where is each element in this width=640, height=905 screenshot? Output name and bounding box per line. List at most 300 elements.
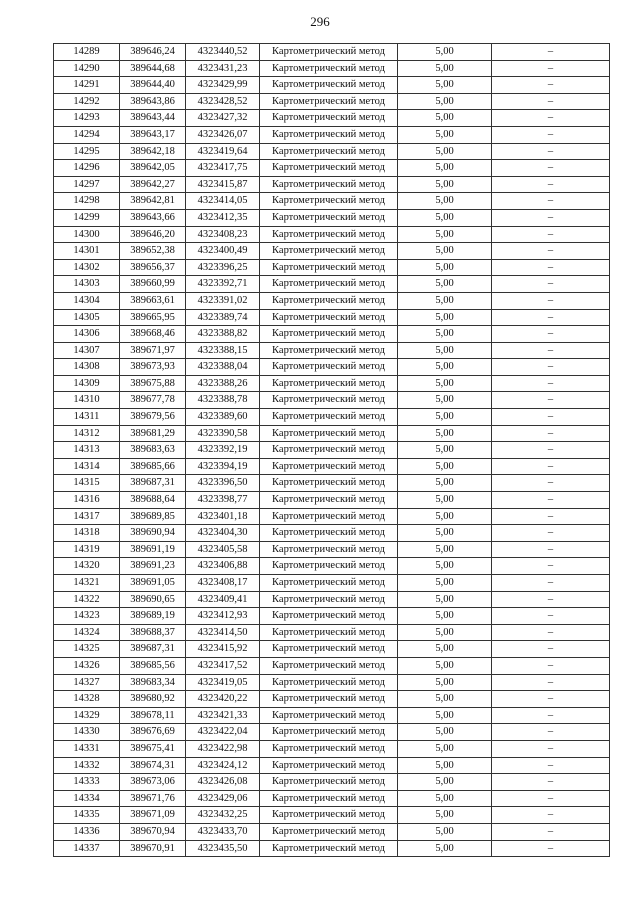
error-cell: 5,00 — [398, 243, 492, 260]
error-cell: 5,00 — [398, 359, 492, 376]
table-row — [54, 608, 610, 625]
note-cell: – — [492, 375, 610, 392]
method-cell: Картометрический метод — [260, 292, 398, 309]
note-cell: – — [492, 691, 610, 708]
y-coordinate-cell: 4323388,26 — [186, 375, 260, 392]
method-cell: Картометрический метод — [260, 575, 398, 592]
method-cell: Картометрический метод — [260, 77, 398, 94]
note-cell: – — [492, 409, 610, 426]
method-cell: Картометрический метод — [260, 193, 398, 210]
point-number-cell: 14311 — [54, 409, 120, 426]
y-coordinate-cell: 4323412,93 — [186, 608, 260, 625]
note-cell: – — [492, 508, 610, 525]
table-row — [54, 774, 610, 791]
x-coordinate-cell: 389642,81 — [120, 193, 186, 210]
note-cell: – — [492, 193, 610, 210]
y-coordinate-cell: 4323426,08 — [186, 774, 260, 791]
method-cell: Картометрический метод — [260, 110, 398, 127]
point-number-cell: 14321 — [54, 575, 120, 592]
table-row — [54, 226, 610, 243]
method-cell: Картометрический метод — [260, 392, 398, 409]
note-cell: – — [492, 342, 610, 359]
table-row — [54, 525, 610, 542]
x-coordinate-cell: 389683,34 — [120, 674, 186, 691]
table-row — [54, 276, 610, 293]
error-cell: 5,00 — [398, 77, 492, 94]
point-number-cell: 14330 — [54, 724, 120, 741]
point-number-cell: 14335 — [54, 807, 120, 824]
y-coordinate-cell: 4323422,98 — [186, 740, 260, 757]
x-coordinate-cell: 389665,95 — [120, 309, 186, 326]
note-cell: – — [492, 209, 610, 226]
y-coordinate-cell: 4323406,88 — [186, 558, 260, 575]
x-coordinate-cell: 389643,66 — [120, 209, 186, 226]
point-number-cell: 14305 — [54, 309, 120, 326]
error-cell: 5,00 — [398, 409, 492, 426]
error-cell: 5,00 — [398, 375, 492, 392]
error-cell: 5,00 — [398, 259, 492, 276]
table-row — [54, 757, 610, 774]
point-number-cell: 14336 — [54, 823, 120, 840]
y-coordinate-cell: 4323419,05 — [186, 674, 260, 691]
x-coordinate-cell: 389671,76 — [120, 790, 186, 807]
y-coordinate-cell: 4323415,92 — [186, 641, 260, 658]
point-number-cell: 14301 — [54, 243, 120, 260]
table-row — [54, 657, 610, 674]
method-cell: Картометрический метод — [260, 492, 398, 509]
x-coordinate-cell: 389643,17 — [120, 126, 186, 143]
x-coordinate-cell: 389663,61 — [120, 292, 186, 309]
note-cell: – — [492, 608, 610, 625]
error-cell: 5,00 — [398, 774, 492, 791]
error-cell: 5,00 — [398, 740, 492, 757]
error-cell: 5,00 — [398, 541, 492, 558]
note-cell: – — [492, 160, 610, 177]
table-row — [54, 77, 610, 94]
table-row — [54, 724, 610, 741]
note-cell: – — [492, 475, 610, 492]
y-coordinate-cell: 4323388,78 — [186, 392, 260, 409]
y-coordinate-cell: 4323427,32 — [186, 110, 260, 127]
y-coordinate-cell: 4323404,30 — [186, 525, 260, 542]
method-cell: Картометрический метод — [260, 93, 398, 110]
point-number-cell: 14299 — [54, 209, 120, 226]
method-cell: Картометрический метод — [260, 209, 398, 226]
x-coordinate-cell: 389688,37 — [120, 624, 186, 641]
method-cell: Картометрический метод — [260, 276, 398, 293]
error-cell: 5,00 — [398, 44, 492, 61]
table-row — [54, 691, 610, 708]
note-cell: – — [492, 176, 610, 193]
note-cell: – — [492, 541, 610, 558]
y-coordinate-cell: 4323392,71 — [186, 276, 260, 293]
table-row — [54, 508, 610, 525]
table-row — [54, 392, 610, 409]
point-number-cell: 14317 — [54, 508, 120, 525]
x-coordinate-cell: 389643,44 — [120, 110, 186, 127]
x-coordinate-cell: 389642,05 — [120, 160, 186, 177]
point-number-cell: 14333 — [54, 774, 120, 791]
table-row — [54, 740, 610, 757]
y-coordinate-cell: 4323388,15 — [186, 342, 260, 359]
point-number-cell: 14332 — [54, 757, 120, 774]
note-cell: – — [492, 458, 610, 475]
x-coordinate-cell: 389652,38 — [120, 243, 186, 260]
note-cell: – — [492, 757, 610, 774]
error-cell: 5,00 — [398, 724, 492, 741]
table-row — [54, 193, 610, 210]
method-cell: Картометрический метод — [260, 541, 398, 558]
point-number-cell: 14308 — [54, 359, 120, 376]
point-number-cell: 14292 — [54, 93, 120, 110]
table-row — [54, 359, 610, 376]
y-coordinate-cell: 4323432,25 — [186, 807, 260, 824]
method-cell: Картометрический метод — [260, 807, 398, 824]
note-cell: – — [492, 492, 610, 509]
point-number-cell: 14327 — [54, 674, 120, 691]
method-cell: Картометрический метод — [260, 558, 398, 575]
y-coordinate-cell: 4323414,05 — [186, 193, 260, 210]
table-row — [54, 475, 610, 492]
error-cell: 5,00 — [398, 641, 492, 658]
error-cell: 5,00 — [398, 326, 492, 343]
x-coordinate-cell: 389673,06 — [120, 774, 186, 791]
method-cell: Картометрический метод — [260, 375, 398, 392]
x-coordinate-cell: 389643,86 — [120, 93, 186, 110]
method-cell: Картометрический метод — [260, 60, 398, 77]
table-row — [54, 60, 610, 77]
y-coordinate-cell: 4323417,52 — [186, 657, 260, 674]
table-row — [54, 259, 610, 276]
error-cell: 5,00 — [398, 143, 492, 160]
point-number-cell: 14302 — [54, 259, 120, 276]
method-cell: Картометрический метод — [260, 525, 398, 542]
note-cell: – — [492, 575, 610, 592]
note-cell: – — [492, 292, 610, 309]
y-coordinate-cell: 4323415,87 — [186, 176, 260, 193]
error-cell: 5,00 — [398, 475, 492, 492]
note-cell: – — [492, 110, 610, 127]
x-coordinate-cell: 389642,18 — [120, 143, 186, 160]
table-row — [54, 840, 610, 857]
method-cell: Картометрический метод — [260, 608, 398, 625]
x-coordinate-cell: 389680,92 — [120, 691, 186, 708]
point-number-cell: 14296 — [54, 160, 120, 177]
note-cell: – — [492, 823, 610, 840]
table-row — [54, 160, 610, 177]
note-cell: – — [492, 276, 610, 293]
error-cell: 5,00 — [398, 624, 492, 641]
method-cell: Картометрический метод — [260, 740, 398, 757]
x-coordinate-cell: 389685,56 — [120, 657, 186, 674]
note-cell: – — [492, 309, 610, 326]
point-number-cell: 14319 — [54, 541, 120, 558]
point-number-cell: 14323 — [54, 608, 120, 625]
method-cell: Картометрический метод — [260, 160, 398, 177]
table-row — [54, 44, 610, 61]
x-coordinate-cell: 389685,66 — [120, 458, 186, 475]
table-row — [54, 326, 610, 343]
point-number-cell: 14298 — [54, 193, 120, 210]
note-cell: – — [492, 226, 610, 243]
point-number-cell: 14316 — [54, 492, 120, 509]
error-cell: 5,00 — [398, 757, 492, 774]
error-cell: 5,00 — [398, 342, 492, 359]
method-cell: Картометрический метод — [260, 259, 398, 276]
y-coordinate-cell: 4323408,23 — [186, 226, 260, 243]
table-row — [54, 558, 610, 575]
x-coordinate-cell: 389671,97 — [120, 342, 186, 359]
point-number-cell: 14314 — [54, 458, 120, 475]
point-number-cell: 14291 — [54, 77, 120, 94]
error-cell: 5,00 — [398, 126, 492, 143]
method-cell: Картометрический метод — [260, 823, 398, 840]
point-number-cell: 14322 — [54, 591, 120, 608]
error-cell: 5,00 — [398, 691, 492, 708]
method-cell: Картометрический метод — [260, 624, 398, 641]
error-cell: 5,00 — [398, 840, 492, 857]
error-cell: 5,00 — [398, 442, 492, 459]
y-coordinate-cell: 4323389,60 — [186, 409, 260, 426]
y-coordinate-cell: 4323414,50 — [186, 624, 260, 641]
point-number-cell: 14331 — [54, 740, 120, 757]
note-cell: – — [492, 77, 610, 94]
method-cell: Картометрический метод — [260, 359, 398, 376]
x-coordinate-cell: 389679,56 — [120, 409, 186, 426]
table-row — [54, 342, 610, 359]
note-cell: – — [492, 558, 610, 575]
error-cell: 5,00 — [398, 558, 492, 575]
error-cell: 5,00 — [398, 110, 492, 127]
error-cell: 5,00 — [398, 309, 492, 326]
x-coordinate-cell: 389644,68 — [120, 60, 186, 77]
method-cell: Картометрический метод — [260, 458, 398, 475]
x-coordinate-cell: 389668,46 — [120, 326, 186, 343]
x-coordinate-cell: 389687,31 — [120, 475, 186, 492]
note-cell: – — [492, 93, 610, 110]
method-cell: Картометрический метод — [260, 840, 398, 857]
point-number-cell: 14315 — [54, 475, 120, 492]
error-cell: 5,00 — [398, 807, 492, 824]
method-cell: Картометрический метод — [260, 475, 398, 492]
x-coordinate-cell: 389674,31 — [120, 757, 186, 774]
error-cell: 5,00 — [398, 160, 492, 177]
method-cell: Картометрический метод — [260, 657, 398, 674]
error-cell: 5,00 — [398, 508, 492, 525]
method-cell: Картометрический метод — [260, 44, 398, 61]
error-cell: 5,00 — [398, 790, 492, 807]
x-coordinate-cell: 389670,91 — [120, 840, 186, 857]
point-number-cell: 14293 — [54, 110, 120, 127]
note-cell: – — [492, 392, 610, 409]
y-coordinate-cell: 4323428,52 — [186, 93, 260, 110]
y-coordinate-cell: 4323391,02 — [186, 292, 260, 309]
x-coordinate-cell: 389675,88 — [120, 375, 186, 392]
method-cell: Картометрический метод — [260, 243, 398, 260]
y-coordinate-cell: 4323405,58 — [186, 541, 260, 558]
y-coordinate-cell: 4323426,07 — [186, 126, 260, 143]
point-number-cell: 14324 — [54, 624, 120, 641]
error-cell: 5,00 — [398, 823, 492, 840]
y-coordinate-cell: 4323412,35 — [186, 209, 260, 226]
x-coordinate-cell: 389690,65 — [120, 591, 186, 608]
point-number-cell: 14295 — [54, 143, 120, 160]
y-coordinate-cell: 4323400,49 — [186, 243, 260, 260]
error-cell: 5,00 — [398, 425, 492, 442]
table-row — [54, 209, 610, 226]
y-coordinate-cell: 4323429,99 — [186, 77, 260, 94]
y-coordinate-cell: 4323422,04 — [186, 724, 260, 741]
point-number-cell: 14289 — [54, 44, 120, 61]
point-number-cell: 14307 — [54, 342, 120, 359]
point-number-cell: 14303 — [54, 276, 120, 293]
table-row — [54, 292, 610, 309]
x-coordinate-cell: 389673,93 — [120, 359, 186, 376]
point-number-cell: 14337 — [54, 840, 120, 857]
error-cell: 5,00 — [398, 93, 492, 110]
method-cell: Картометрический метод — [260, 425, 398, 442]
method-cell: Картометрический метод — [260, 326, 398, 343]
error-cell: 5,00 — [398, 392, 492, 409]
error-cell: 5,00 — [398, 608, 492, 625]
note-cell: – — [492, 624, 610, 641]
error-cell: 5,00 — [398, 209, 492, 226]
error-cell: 5,00 — [398, 591, 492, 608]
error-cell: 5,00 — [398, 707, 492, 724]
y-coordinate-cell: 4323417,75 — [186, 160, 260, 177]
table-row — [54, 807, 610, 824]
method-cell: Картометрический метод — [260, 641, 398, 658]
y-coordinate-cell: 4323408,17 — [186, 575, 260, 592]
note-cell: – — [492, 525, 610, 542]
y-coordinate-cell: 4323401,18 — [186, 508, 260, 525]
page-number: 296 — [310, 14, 330, 29]
table-row — [54, 425, 610, 442]
y-coordinate-cell: 4323396,25 — [186, 259, 260, 276]
x-coordinate-cell: 389642,27 — [120, 176, 186, 193]
error-cell: 5,00 — [398, 657, 492, 674]
y-coordinate-cell: 4323429,06 — [186, 790, 260, 807]
note-cell: – — [492, 425, 610, 442]
note-cell: – — [492, 807, 610, 824]
error-cell: 5,00 — [398, 492, 492, 509]
y-coordinate-cell: 4323424,12 — [186, 757, 260, 774]
x-coordinate-cell: 389670,94 — [120, 823, 186, 840]
error-cell: 5,00 — [398, 525, 492, 542]
point-number-cell: 14297 — [54, 176, 120, 193]
y-coordinate-cell: 4323389,74 — [186, 309, 260, 326]
x-coordinate-cell: 389660,99 — [120, 276, 186, 293]
y-coordinate-cell: 4323396,50 — [186, 475, 260, 492]
method-cell: Картометрический метод — [260, 707, 398, 724]
point-number-cell: 14300 — [54, 226, 120, 243]
point-number-cell: 14310 — [54, 392, 120, 409]
error-cell: 5,00 — [398, 193, 492, 210]
x-coordinate-cell: 389691,19 — [120, 541, 186, 558]
y-coordinate-cell: 4323421,33 — [186, 707, 260, 724]
note-cell: – — [492, 707, 610, 724]
y-coordinate-cell: 4323433,70 — [186, 823, 260, 840]
method-cell: Картометрический метод — [260, 409, 398, 426]
x-coordinate-cell: 389646,24 — [120, 44, 186, 61]
x-coordinate-cell: 389677,78 — [120, 392, 186, 409]
method-cell: Картометрический метод — [260, 143, 398, 160]
coordinates-table-body — [54, 44, 610, 857]
note-cell: – — [492, 591, 610, 608]
method-cell: Картометрический метод — [260, 226, 398, 243]
point-number-cell: 14328 — [54, 691, 120, 708]
coordinates-table — [53, 43, 610, 857]
table-row — [54, 375, 610, 392]
point-number-cell: 14326 — [54, 657, 120, 674]
point-number-cell: 14318 — [54, 525, 120, 542]
point-number-cell: 14294 — [54, 126, 120, 143]
point-number-cell: 14304 — [54, 292, 120, 309]
table-row — [54, 541, 610, 558]
point-number-cell: 14325 — [54, 641, 120, 658]
note-cell: – — [492, 442, 610, 459]
y-coordinate-cell: 4323409,41 — [186, 591, 260, 608]
point-number-cell: 14312 — [54, 425, 120, 442]
error-cell: 5,00 — [398, 276, 492, 293]
table-row — [54, 243, 610, 260]
note-cell: – — [492, 60, 610, 77]
table-row — [54, 309, 610, 326]
note-cell: – — [492, 359, 610, 376]
x-coordinate-cell: 389644,40 — [120, 77, 186, 94]
x-coordinate-cell: 389678,11 — [120, 707, 186, 724]
y-coordinate-cell: 4323390,58 — [186, 425, 260, 442]
note-cell: – — [492, 243, 610, 260]
x-coordinate-cell: 389671,09 — [120, 807, 186, 824]
note-cell: – — [492, 724, 610, 741]
y-coordinate-cell: 4323419,64 — [186, 143, 260, 160]
table-row — [54, 575, 610, 592]
point-number-cell: 14309 — [54, 375, 120, 392]
y-coordinate-cell: 4323392,19 — [186, 442, 260, 459]
table-row — [54, 823, 610, 840]
method-cell: Картометрический метод — [260, 757, 398, 774]
y-coordinate-cell: 4323435,50 — [186, 840, 260, 857]
table-row — [54, 591, 610, 608]
x-coordinate-cell: 389676,69 — [120, 724, 186, 741]
table-row — [54, 110, 610, 127]
note-cell: – — [492, 674, 610, 691]
table-row — [54, 126, 610, 143]
x-coordinate-cell: 389689,19 — [120, 608, 186, 625]
y-coordinate-cell: 4323420,22 — [186, 691, 260, 708]
note-cell: – — [492, 126, 610, 143]
method-cell: Картометрический метод — [260, 126, 398, 143]
x-coordinate-cell: 389688,64 — [120, 492, 186, 509]
table-row — [54, 641, 610, 658]
table-row — [54, 143, 610, 160]
point-number-cell: 14320 — [54, 558, 120, 575]
y-coordinate-cell: 4323388,82 — [186, 326, 260, 343]
note-cell: – — [492, 840, 610, 857]
method-cell: Картометрический метод — [260, 674, 398, 691]
table-row — [54, 176, 610, 193]
note-cell: – — [492, 740, 610, 757]
table-row — [54, 442, 610, 459]
point-number-cell: 14313 — [54, 442, 120, 459]
note-cell: – — [492, 326, 610, 343]
error-cell: 5,00 — [398, 60, 492, 77]
note-cell: – — [492, 657, 610, 674]
y-coordinate-cell: 4323398,77 — [186, 492, 260, 509]
point-number-cell: 14329 — [54, 707, 120, 724]
y-coordinate-cell: 4323388,04 — [186, 359, 260, 376]
